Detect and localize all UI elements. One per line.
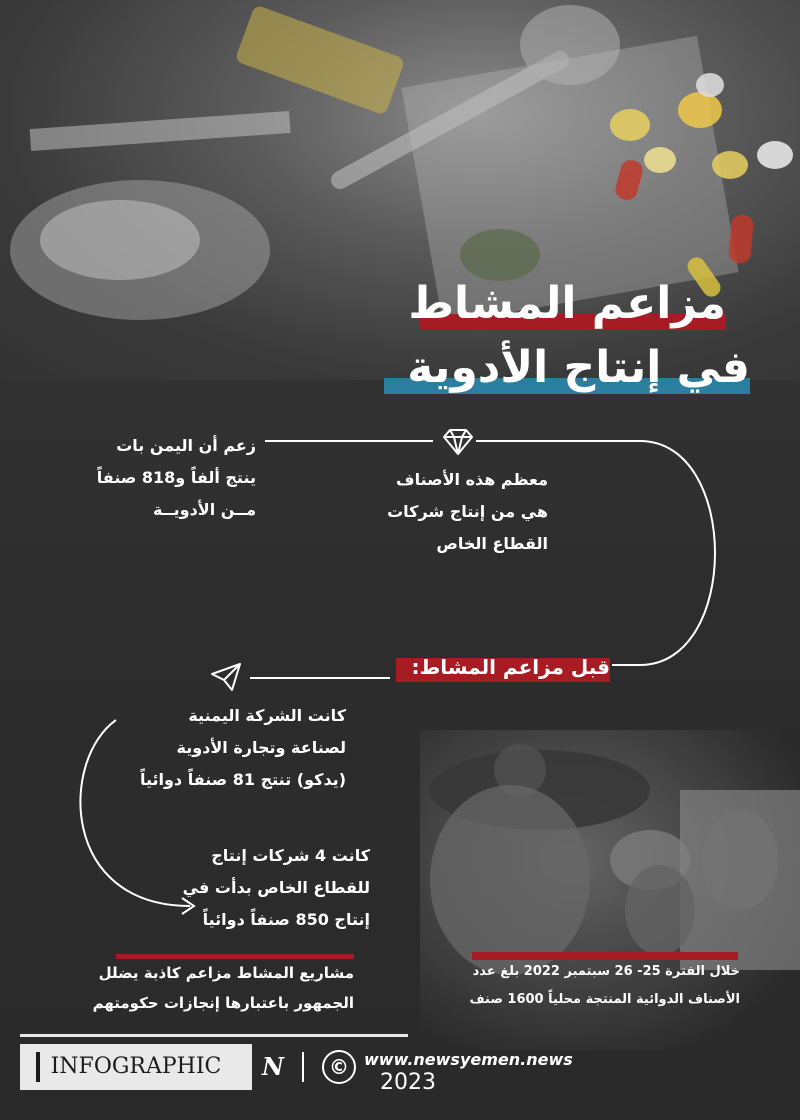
before-2-line-1: كانت 4 شركات إنتاج xyxy=(211,846,370,865)
before-1-line-2: لصناعة وتجارة الأدوية xyxy=(176,738,346,757)
claim-left-line-2: ينتج ألفاً و818 صنفاً xyxy=(96,468,256,487)
before-2-line-3: إنتاج 850 صنفاً دوائياً xyxy=(202,910,370,929)
claim-left-line-3: مــن الأدويــة xyxy=(152,500,256,519)
newsyemen-logo: N xyxy=(262,1052,284,1081)
infographic-badge: INFOGRAPHIC xyxy=(20,1044,252,1090)
paper-plane-icon xyxy=(208,662,244,692)
note-left-line-1: مشاريع المشاط مزاعم كاذبة يضلل xyxy=(98,964,354,982)
note-right-line-2: الأصناف الدوائية المنتجة محلياً 1600 صنف xyxy=(469,992,740,1007)
before-label: قبل مزاعم المشاط: xyxy=(411,655,610,679)
copyright-icon: © xyxy=(322,1050,356,1084)
claim-right-line-1: معظم هذه الأصناف xyxy=(396,470,548,489)
footer-top-rule xyxy=(20,1034,408,1037)
before-1-line-1: كانت الشركة اليمنية xyxy=(188,706,346,725)
diamond-icon xyxy=(438,428,478,456)
title-line-2: في إنتاج الأدوية xyxy=(407,342,750,393)
website-link[interactable]: www.newsyemen.news xyxy=(364,1050,573,1069)
badge-accent-bar xyxy=(36,1052,40,1082)
claim-right-line-3: القطاع الخاص xyxy=(436,534,548,553)
note-left-line-2: الجمهور باعتبارها إنجازات حكومتهم xyxy=(92,994,354,1012)
title-line-1: مزاعم المشاط xyxy=(408,278,726,329)
before-2-line-2: للقطاع الخاص بدأت في xyxy=(182,878,370,897)
timeline-line-middle xyxy=(250,677,390,679)
before-1-line-3: (يدكو) تنتج 81 صنفاً دوائياً xyxy=(139,770,346,789)
footer-year: 2023 xyxy=(380,1070,436,1095)
footer-separator xyxy=(302,1052,304,1082)
claim-right-line-2: هي من إنتاج شركات xyxy=(387,502,548,521)
note-right-line-1: خلال الفترة 25- 26 سبتمبر 2022 بلغ عدد xyxy=(472,964,740,979)
timeline-line-top xyxy=(265,440,433,442)
claim-left-line-1: زعم أن اليمن بات xyxy=(116,436,256,455)
